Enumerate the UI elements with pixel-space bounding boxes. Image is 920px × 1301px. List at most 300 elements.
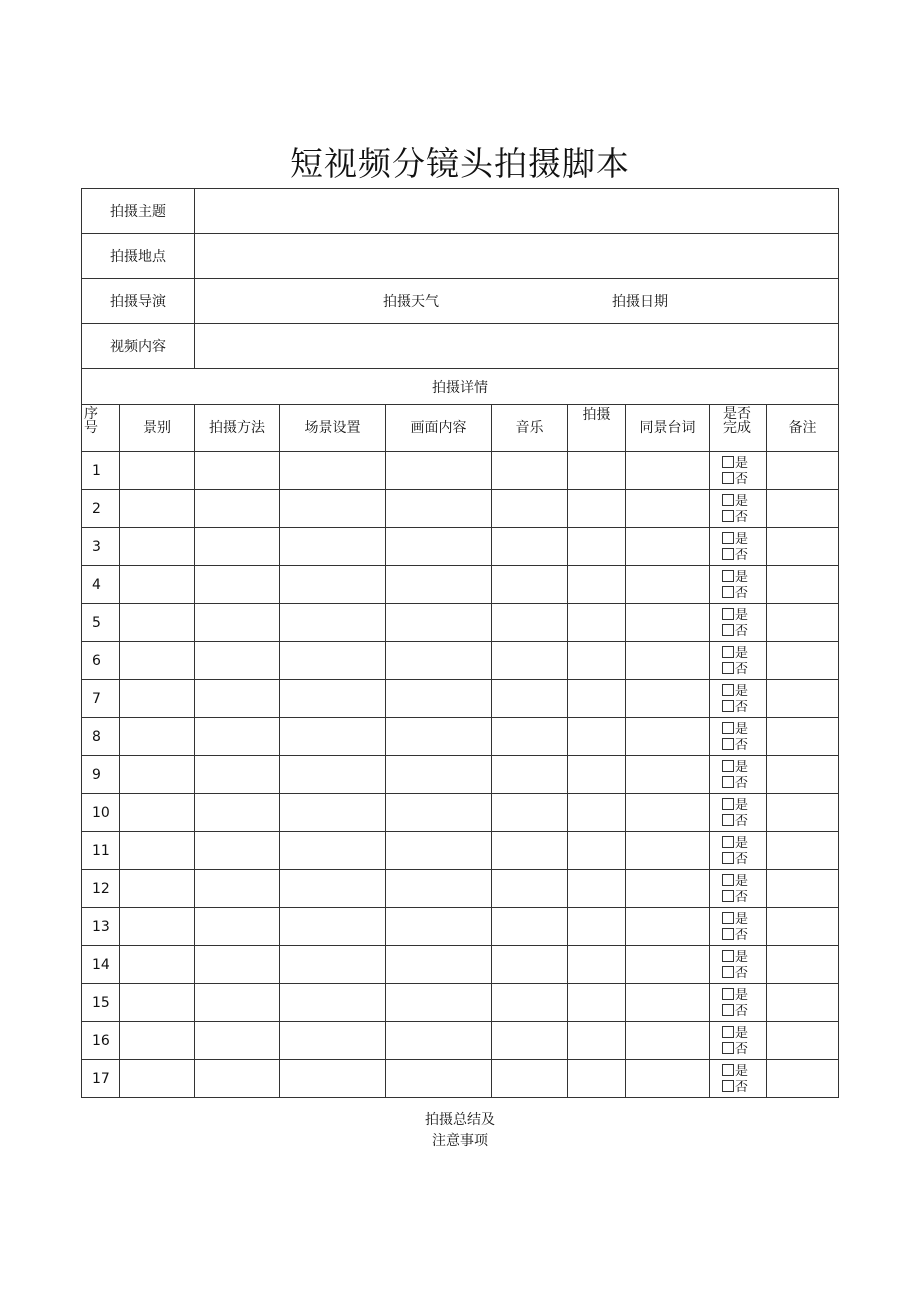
cell-scene[interactable] <box>280 642 386 680</box>
yes-option[interactable] <box>722 608 748 622</box>
checkbox-yes-icon[interactable] <box>722 760 734 772</box>
cell-scene[interactable] <box>280 528 386 566</box>
no-option[interactable] <box>722 624 748 638</box>
checkbox-yes-icon[interactable] <box>722 456 734 468</box>
cell-scene[interactable] <box>280 1060 386 1098</box>
table-row <box>82 528 839 566</box>
cell-frame[interactable] <box>386 908 492 946</box>
cell-index: 1 <box>82 452 120 490</box>
checkbox-yes-icon[interactable] <box>722 532 734 544</box>
no-option[interactable] <box>722 890 748 904</box>
cell-method[interactable] <box>195 718 280 756</box>
no-option[interactable] <box>722 776 748 790</box>
theme-row <box>82 189 839 234</box>
cell-shot-size[interactable] <box>120 528 195 566</box>
cell-shoot[interactable] <box>568 528 626 566</box>
cell-index: 2 <box>82 490 120 528</box>
cell-notes[interactable] <box>767 870 839 908</box>
date-label: 拍摄日期 <box>612 294 668 310</box>
cell-music[interactable] <box>492 718 568 756</box>
checkbox-no-icon[interactable] <box>722 1004 734 1016</box>
no-option[interactable] <box>722 586 748 600</box>
yes-label: 是 <box>735 1026 749 1041</box>
location-field[interactable] <box>195 234 839 279</box>
no-option[interactable] <box>722 700 748 714</box>
cell-shot-size[interactable] <box>120 794 195 832</box>
location-row <box>82 234 839 279</box>
footer-line-2: 注意事项 <box>432 1133 488 1149</box>
yes-option[interactable] <box>722 874 748 888</box>
yes-label: 是 <box>735 570 749 585</box>
yes-label: 是 <box>735 988 749 1003</box>
cell-index: 15 <box>82 984 120 1022</box>
checkbox-no-icon[interactable] <box>722 776 734 788</box>
checkbox-no-icon[interactable] <box>722 928 734 940</box>
cell-shoot[interactable] <box>568 490 626 528</box>
no-label: 否 <box>735 510 749 525</box>
cell-frame[interactable] <box>386 680 492 718</box>
checkbox-yes-icon[interactable] <box>722 684 734 696</box>
no-label: 否 <box>735 472 749 487</box>
checkbox-no-icon[interactable] <box>722 700 734 712</box>
cell-dialogue[interactable] <box>626 870 710 908</box>
cell-scene[interactable] <box>280 756 386 794</box>
no-option[interactable] <box>722 1004 748 1018</box>
cell-method[interactable] <box>195 528 280 566</box>
cell-shot-size[interactable] <box>120 832 195 870</box>
col-notes-header: 备注 <box>767 405 839 452</box>
yes-label: 是 <box>735 1064 749 1079</box>
yes-option[interactable] <box>722 798 748 812</box>
col-done-header: 是否完成 <box>710 405 767 452</box>
no-label: 否 <box>735 852 749 867</box>
no-label: 否 <box>735 890 749 905</box>
cell-dialogue[interactable] <box>626 756 710 794</box>
yes-option[interactable] <box>722 1026 748 1040</box>
cell-done <box>710 642 767 680</box>
cell-dialogue[interactable] <box>626 604 710 642</box>
checkbox-no-icon[interactable] <box>722 662 734 674</box>
table-row <box>82 604 839 642</box>
cell-method[interactable] <box>195 642 280 680</box>
table-row <box>82 908 839 946</box>
cell-scene[interactable] <box>280 718 386 756</box>
cell-done <box>710 566 767 604</box>
no-label: 否 <box>735 700 749 715</box>
cell-notes[interactable] <box>767 490 839 528</box>
cell-shot-size[interactable] <box>120 946 195 984</box>
yes-label: 是 <box>735 456 749 471</box>
cell-notes[interactable] <box>767 908 839 946</box>
theme-field[interactable] <box>195 189 839 234</box>
yes-option[interactable] <box>722 912 748 926</box>
checkbox-yes-icon[interactable] <box>722 836 734 848</box>
no-option[interactable] <box>722 662 748 676</box>
cell-frame[interactable] <box>386 490 492 528</box>
checkbox-yes-icon[interactable] <box>722 912 734 924</box>
cell-music[interactable] <box>492 908 568 946</box>
checkbox-yes-icon[interactable] <box>722 874 734 886</box>
yes-option[interactable] <box>722 988 748 1002</box>
director-weather-date-field[interactable] <box>195 279 839 324</box>
cell-music[interactable] <box>492 756 568 794</box>
checkbox-no-icon[interactable] <box>722 814 734 826</box>
cell-done <box>710 984 767 1022</box>
content-label: 视频内容 <box>82 324 195 369</box>
no-label: 否 <box>735 624 749 639</box>
cell-method[interactable] <box>195 756 280 794</box>
cell-shot-size[interactable] <box>120 1022 195 1060</box>
cell-shoot[interactable] <box>568 984 626 1022</box>
no-option[interactable] <box>722 548 748 562</box>
cell-index: 3 <box>82 528 120 566</box>
yes-option[interactable] <box>722 646 748 660</box>
cell-done <box>710 528 767 566</box>
cell-shoot[interactable] <box>568 1022 626 1060</box>
col-shot-size-header: 景别 <box>120 405 195 452</box>
cell-done <box>710 680 767 718</box>
checkbox-yes-icon[interactable] <box>722 494 734 506</box>
no-label: 否 <box>735 586 749 601</box>
cell-dialogue[interactable] <box>626 1060 710 1098</box>
cell-frame[interactable] <box>386 1060 492 1098</box>
cell-music[interactable] <box>492 794 568 832</box>
cell-frame[interactable] <box>386 984 492 1022</box>
cell-notes[interactable] <box>767 946 839 984</box>
checkbox-yes-icon[interactable] <box>722 1064 734 1076</box>
cell-notes[interactable] <box>767 680 839 718</box>
table-row <box>82 1022 839 1060</box>
cell-dialogue[interactable] <box>626 718 710 756</box>
cell-music[interactable] <box>492 946 568 984</box>
checkbox-yes-icon[interactable] <box>722 950 734 962</box>
cell-dialogue[interactable] <box>626 680 710 718</box>
cell-music[interactable] <box>492 984 568 1022</box>
cell-scene[interactable] <box>280 908 386 946</box>
cell-done <box>710 832 767 870</box>
cell-done <box>710 756 767 794</box>
cell-shoot[interactable] <box>568 566 626 604</box>
cell-index: 12 <box>82 870 120 908</box>
table-row <box>82 870 839 908</box>
yes-option[interactable] <box>722 494 748 508</box>
cell-scene[interactable] <box>280 1022 386 1060</box>
cell-scene[interactable] <box>280 680 386 718</box>
cell-shot-size[interactable] <box>120 490 195 528</box>
no-option[interactable] <box>722 814 748 828</box>
cell-notes[interactable] <box>767 832 839 870</box>
checkbox-no-icon[interactable] <box>722 624 734 636</box>
no-option[interactable] <box>722 738 748 752</box>
no-option[interactable] <box>722 852 748 866</box>
cell-index: 4 <box>82 566 120 604</box>
cell-shot-size[interactable] <box>120 870 195 908</box>
cell-frame[interactable] <box>386 832 492 870</box>
cell-music[interactable] <box>492 452 568 490</box>
cell-shot-size[interactable] <box>120 908 195 946</box>
checkbox-no-icon[interactable] <box>722 1042 734 1054</box>
col-music-header: 音乐 <box>492 405 568 452</box>
cell-shoot[interactable] <box>568 756 626 794</box>
cell-method[interactable] <box>195 794 280 832</box>
cell-frame[interactable] <box>386 642 492 680</box>
cell-scene[interactable] <box>280 946 386 984</box>
cell-method[interactable] <box>195 946 280 984</box>
cell-method[interactable] <box>195 604 280 642</box>
cell-index: 11 <box>82 832 120 870</box>
yes-label: 是 <box>735 912 749 927</box>
cell-notes[interactable] <box>767 794 839 832</box>
cell-shot-size[interactable] <box>120 604 195 642</box>
location-label: 拍摄地点 <box>82 234 195 279</box>
cell-music[interactable] <box>492 1060 568 1098</box>
cell-frame[interactable] <box>386 604 492 642</box>
content-field[interactable] <box>195 324 839 369</box>
cell-shoot[interactable] <box>568 870 626 908</box>
cell-scene[interactable] <box>280 490 386 528</box>
cell-dialogue[interactable] <box>626 490 710 528</box>
col-scene-header: 场景设置 <box>280 405 386 452</box>
cell-frame[interactable] <box>386 452 492 490</box>
cell-shoot[interactable] <box>568 794 626 832</box>
cell-dialogue[interactable] <box>626 794 710 832</box>
table-row <box>82 832 839 870</box>
footer-notes <box>0 1110 920 1152</box>
cell-shot-size[interactable] <box>120 718 195 756</box>
cell-shoot[interactable] <box>568 642 626 680</box>
cell-scene[interactable] <box>280 870 386 908</box>
cell-shoot[interactable] <box>568 604 626 642</box>
cell-notes[interactable] <box>767 566 839 604</box>
cell-notes[interactable] <box>767 756 839 794</box>
cell-done <box>710 908 767 946</box>
cell-notes[interactable] <box>767 528 839 566</box>
cell-dialogue[interactable] <box>626 984 710 1022</box>
cell-notes[interactable] <box>767 452 839 490</box>
cell-index: 10 <box>82 794 120 832</box>
cell-scene[interactable] <box>280 794 386 832</box>
cell-shot-size[interactable] <box>120 642 195 680</box>
cell-shoot[interactable] <box>568 680 626 718</box>
checkbox-no-icon[interactable] <box>722 510 734 522</box>
cell-music[interactable] <box>492 680 568 718</box>
cell-music[interactable] <box>492 566 568 604</box>
cell-dialogue[interactable] <box>626 908 710 946</box>
yes-label: 是 <box>735 760 749 775</box>
col-dialogue-header: 同景台词 <box>626 405 710 452</box>
cell-done <box>710 870 767 908</box>
checkbox-no-icon[interactable] <box>722 586 734 598</box>
cell-frame[interactable] <box>386 756 492 794</box>
table-row <box>82 680 839 718</box>
cell-scene[interactable] <box>280 832 386 870</box>
cell-frame[interactable] <box>386 946 492 984</box>
yes-label: 是 <box>735 722 749 737</box>
cell-done <box>710 794 767 832</box>
yes-option[interactable] <box>722 532 748 546</box>
cell-method[interactable] <box>195 1060 280 1098</box>
cell-music[interactable] <box>492 870 568 908</box>
col-index-header: 序号 <box>82 405 120 452</box>
cell-dialogue[interactable] <box>626 1022 710 1060</box>
cell-notes[interactable] <box>767 984 839 1022</box>
yes-label: 是 <box>735 608 749 623</box>
script-table <box>81 188 839 1098</box>
no-option[interactable] <box>722 928 748 942</box>
cell-shoot[interactable] <box>568 946 626 984</box>
checkbox-no-icon[interactable] <box>722 852 734 864</box>
cell-frame[interactable] <box>386 1022 492 1060</box>
cell-frame[interactable] <box>386 794 492 832</box>
cell-dialogue[interactable] <box>626 832 710 870</box>
cell-music[interactable] <box>492 832 568 870</box>
yes-option[interactable] <box>722 836 748 850</box>
cell-music[interactable] <box>492 1022 568 1060</box>
cell-shot-size[interactable] <box>120 756 195 794</box>
cell-scene[interactable] <box>280 604 386 642</box>
no-option[interactable] <box>722 1080 748 1094</box>
checkbox-yes-icon[interactable] <box>722 798 734 810</box>
no-label: 否 <box>735 548 749 563</box>
no-option[interactable] <box>722 966 748 980</box>
director-label: 拍摄导演 <box>82 279 195 324</box>
cell-frame[interactable] <box>386 870 492 908</box>
cell-shot-size[interactable] <box>120 984 195 1022</box>
checkbox-yes-icon[interactable] <box>722 570 734 582</box>
table-row <box>82 794 839 832</box>
checkbox-no-icon[interactable] <box>722 966 734 978</box>
checkbox-yes-icon[interactable] <box>722 646 734 658</box>
col-shoot-header: 拍摄 <box>568 405 626 452</box>
cell-dialogue[interactable] <box>626 452 710 490</box>
cell-frame[interactable] <box>386 566 492 604</box>
cell-method[interactable] <box>195 908 280 946</box>
cell-method[interactable] <box>195 984 280 1022</box>
page-title: 短视频分镜头拍摄脚本 <box>290 144 630 183</box>
cell-shoot[interactable] <box>568 908 626 946</box>
cell-shoot[interactable] <box>568 452 626 490</box>
column-header-row <box>82 405 839 452</box>
yes-option[interactable] <box>722 456 748 470</box>
cell-scene[interactable] <box>280 984 386 1022</box>
cell-dialogue[interactable] <box>626 566 710 604</box>
no-option[interactable] <box>722 472 748 486</box>
table-row <box>82 984 839 1022</box>
cell-notes[interactable] <box>767 642 839 680</box>
no-label: 否 <box>735 738 749 753</box>
checkbox-yes-icon[interactable] <box>722 1026 734 1038</box>
yes-option[interactable] <box>722 684 748 698</box>
cell-index: 17 <box>82 1060 120 1098</box>
checkbox-no-icon[interactable] <box>722 890 734 902</box>
cell-frame[interactable] <box>386 718 492 756</box>
yes-option[interactable] <box>722 570 748 584</box>
no-label: 否 <box>735 928 749 943</box>
cell-notes[interactable] <box>767 1022 839 1060</box>
cell-music[interactable] <box>492 528 568 566</box>
cell-method[interactable] <box>195 870 280 908</box>
cell-notes[interactable] <box>767 718 839 756</box>
cell-notes[interactable] <box>767 1060 839 1098</box>
no-label: 否 <box>735 1004 749 1019</box>
yes-label: 是 <box>735 646 749 661</box>
yes-option[interactable] <box>722 722 748 736</box>
checkbox-yes-icon[interactable] <box>722 608 734 620</box>
cell-done <box>710 604 767 642</box>
cell-notes[interactable] <box>767 604 839 642</box>
cell-music[interactable] <box>492 604 568 642</box>
checkbox-no-icon[interactable] <box>722 548 734 560</box>
cell-method[interactable] <box>195 680 280 718</box>
table-row <box>82 452 839 490</box>
yes-option[interactable] <box>722 760 748 774</box>
yes-option[interactable] <box>722 1064 748 1078</box>
yes-label: 是 <box>735 684 749 699</box>
no-label: 否 <box>735 966 749 981</box>
cell-frame[interactable] <box>386 528 492 566</box>
cell-index: 6 <box>82 642 120 680</box>
cell-done <box>710 1022 767 1060</box>
cell-shoot[interactable] <box>568 718 626 756</box>
yes-option[interactable] <box>722 950 748 964</box>
no-label: 否 <box>735 662 749 677</box>
cell-done <box>710 718 767 756</box>
no-option[interactable] <box>722 510 748 524</box>
cell-method[interactable] <box>195 566 280 604</box>
table-row <box>82 1060 839 1098</box>
cell-shot-size[interactable] <box>120 1060 195 1098</box>
cell-done <box>710 946 767 984</box>
cell-dialogue[interactable] <box>626 642 710 680</box>
cell-dialogue[interactable] <box>626 528 710 566</box>
cell-shoot[interactable] <box>568 832 626 870</box>
cell-index: 13 <box>82 908 120 946</box>
cell-shoot[interactable] <box>568 1060 626 1098</box>
yes-label: 是 <box>735 950 749 965</box>
director-row <box>82 279 839 324</box>
cell-shot-size[interactable] <box>120 680 195 718</box>
cell-index: 16 <box>82 1022 120 1060</box>
cell-method[interactable] <box>195 452 280 490</box>
cell-scene[interactable] <box>280 566 386 604</box>
cell-method[interactable] <box>195 832 280 870</box>
cell-music[interactable] <box>492 490 568 528</box>
checkbox-no-icon[interactable] <box>722 738 734 750</box>
cell-shot-size[interactable] <box>120 566 195 604</box>
col-frame-header: 画面内容 <box>386 405 492 452</box>
cell-done <box>710 490 767 528</box>
checkbox-yes-icon[interactable] <box>722 722 734 734</box>
cell-index: 8 <box>82 718 120 756</box>
no-option[interactable] <box>722 1042 748 1056</box>
checkbox-no-icon[interactable] <box>722 1080 734 1092</box>
cell-music[interactable] <box>492 642 568 680</box>
cell-index: 5 <box>82 604 120 642</box>
no-label: 否 <box>735 1042 749 1057</box>
yes-label: 是 <box>735 874 749 889</box>
no-label: 否 <box>735 814 749 829</box>
checkbox-yes-icon[interactable] <box>722 988 734 1000</box>
table-row <box>82 490 839 528</box>
cell-index: 14 <box>82 946 120 984</box>
no-label: 否 <box>735 776 749 791</box>
cell-scene[interactable] <box>280 452 386 490</box>
cell-method[interactable] <box>195 1022 280 1060</box>
checkbox-no-icon[interactable] <box>722 472 734 484</box>
cell-dialogue[interactable] <box>626 946 710 984</box>
cell-method[interactable] <box>195 490 280 528</box>
cell-shot-size[interactable] <box>120 452 195 490</box>
